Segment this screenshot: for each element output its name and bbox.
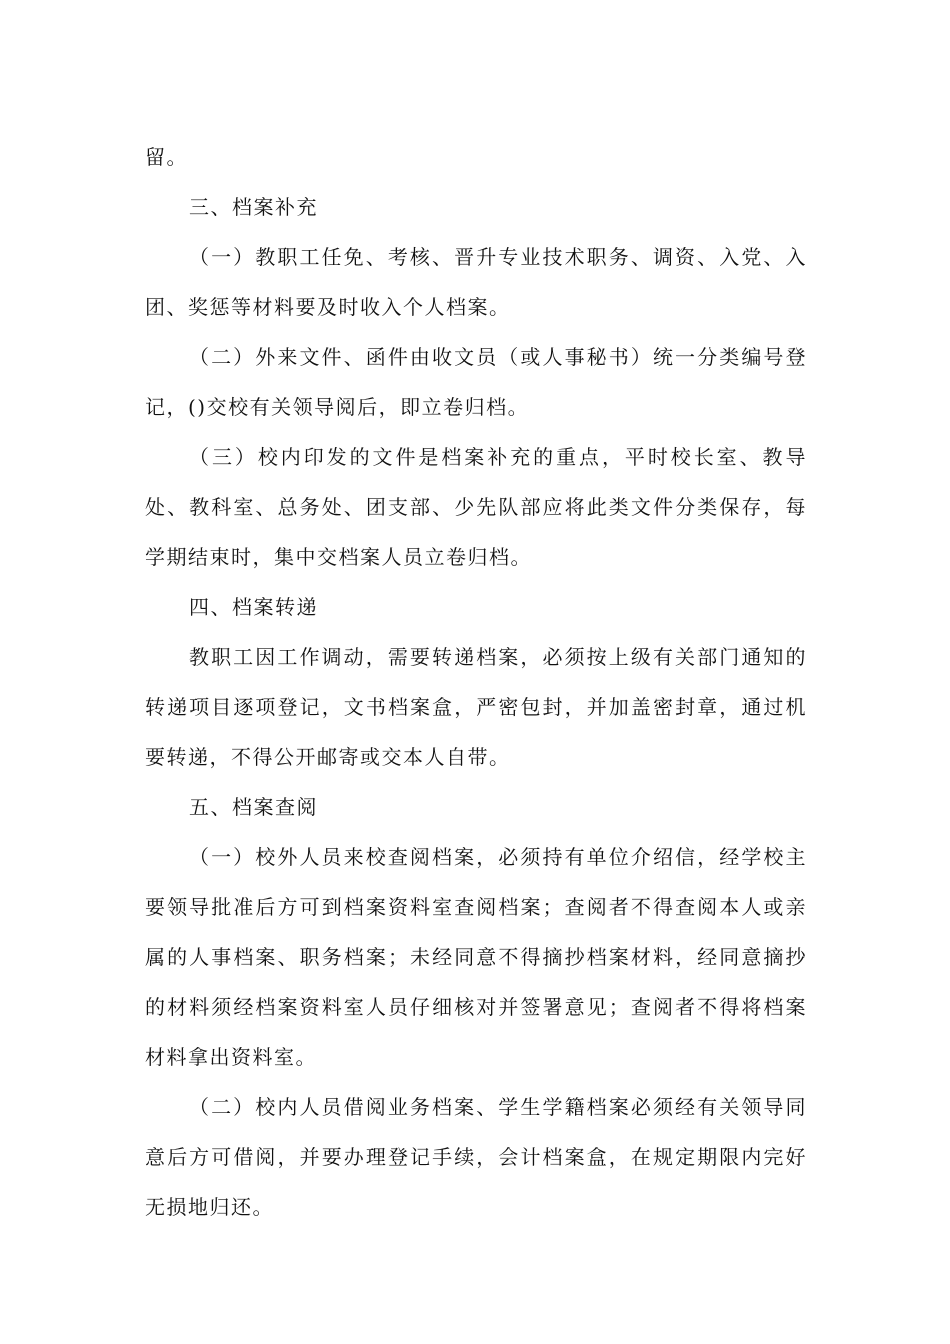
paragraph: （一）教职工任免、考核、晋升专业技术职务、调资、入党、入团、奖惩等材料要及时收入个人档案。 xyxy=(145,245,807,319)
section-heading-archive-transfer: 四、档案转递 xyxy=(189,595,318,619)
paragraph: （三）校内印发的文件是档案补充的重点，平时校长室、教导处、教科室、总务处、团支部、少先队部应将此类文件分类保存，每学期结束时，集中交档案人员立卷归档。 xyxy=(145,445,807,569)
paragraph: （二）外来文件、函件由收文员（或人事秘书）统一分类编号登记，()交校有关领导阅后，即立卷归档。 xyxy=(145,345,807,419)
section-heading-archive-supplement: 三、档案补充 xyxy=(189,195,318,219)
paragraph: （二）校内人员借阅业务档案、学生学籍档案必须经有关领导同意后方可借阅，并要办理登记手续，会计档案盒，在规定期限内完好无损地归还。 xyxy=(145,1095,807,1219)
document-body xyxy=(145,132,807,1232)
continuation-text: 留。 xyxy=(145,145,188,169)
paragraph: （一）校外人员来校查阅档案，必须持有单位介绍信，经学校主要领导批准后方可到档案资料室查阅档案；查阅者不得查阅本人或亲属的人事档案、职务档案；未经同意不得摘抄档案材料，经同意摘抄的材料须经档案资料室人员仔细核对并签署意见；查阅者不得将档案材料拿出资料室。 xyxy=(145,845,807,1069)
section-heading-archive-access: 五、档案查阅 xyxy=(189,795,318,819)
paragraph: 教职工因工作调动，需要转递档案，必须按上级有关部门通知的转递项目逐项登记，文书档案盒，严密包封，并加盖密封章，通过机要转递，不得公开邮寄或交本人自带。 xyxy=(145,645,807,769)
